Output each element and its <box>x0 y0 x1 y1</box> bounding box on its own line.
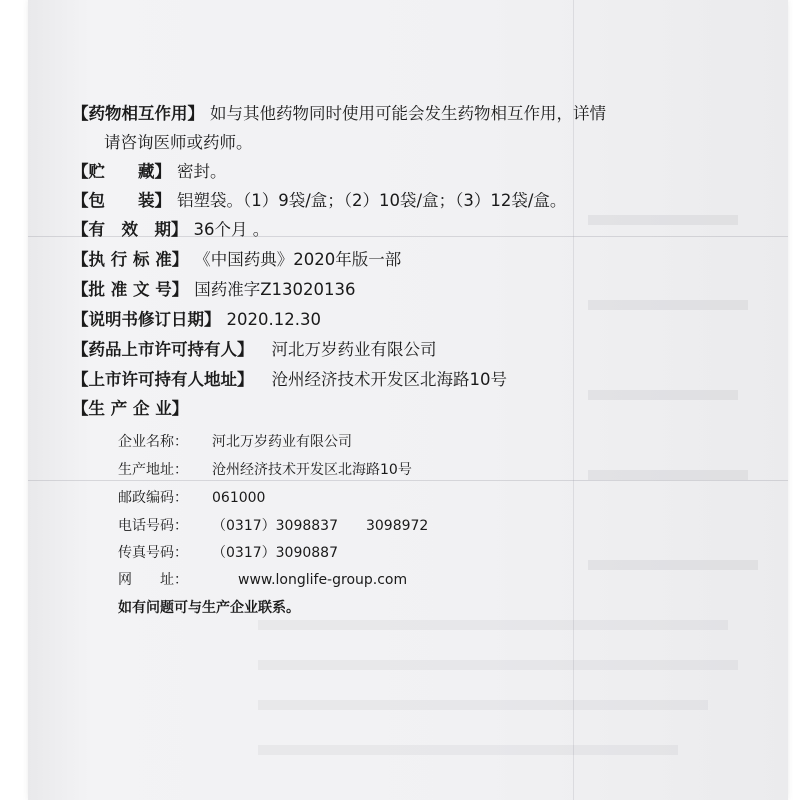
info-key: 网 址： <box>118 572 188 588</box>
info-value: 沧州经济技术开发区北海路10号 <box>212 462 412 478</box>
info-value: （0317）3090887 <box>212 545 338 561</box>
section-label: 【上市许可持有人地址】 <box>72 370 254 389</box>
section-label: 【有 效 期】 <box>72 220 188 239</box>
section-revision-date <box>72 308 321 332</box>
section-value: 沧州经济技术开发区北海路10号 <box>271 370 507 389</box>
info-value: （0317）3098837 3098972 <box>212 518 429 534</box>
manufacturer-website-row <box>0 570 800 590</box>
manufacturer-postcode-row <box>0 488 800 508</box>
section-interactions-continuation: 请咨询医师或药师。 <box>104 133 253 152</box>
section-packaging <box>72 189 566 213</box>
info-value: 河北万岁药业有限公司 <box>212 434 352 450</box>
section-mah-address <box>72 368 507 392</box>
section-label: 【包 装】 <box>72 191 171 210</box>
section-value: 36个月 。 <box>193 220 270 239</box>
section-value: 铝塑袋。（1）9袋/盒；（2）10袋/盒；（3）12袋/盒。 <box>177 191 567 210</box>
section-label: 【执 行 标 准】 <box>72 250 189 269</box>
manufacturer-address-row <box>0 460 800 480</box>
section-storage <box>72 160 227 184</box>
manufacturer-fax-row <box>0 543 800 563</box>
section-standard <box>72 248 401 272</box>
section-label: 【生 产 企 业】 <box>72 399 189 418</box>
section-value: 如与其他药物同时使用可能会发生药物相互作用，详情 <box>210 104 606 123</box>
section-label: 【药品上市许可持有人】 <box>72 340 254 359</box>
fold-line <box>28 480 788 481</box>
info-key: 企业名称： <box>118 434 188 450</box>
section-label: 【贮 藏】 <box>72 162 171 181</box>
section-shelf-life <box>72 218 269 242</box>
section-value: 密封。 <box>177 162 227 181</box>
section-label: 【批 准 文 号】 <box>72 280 189 299</box>
section-value: 国药准字Z13020136 <box>194 280 356 299</box>
info-key: 生产地址： <box>118 462 188 478</box>
section-label: 【说明书修订日期】 <box>72 310 221 329</box>
section-approval-number <box>72 278 356 302</box>
section-mah <box>72 338 437 362</box>
info-key: 邮政编码： <box>118 490 188 506</box>
info-value: www.longlife-group.com <box>238 572 408 588</box>
section-manufacturer <box>72 397 188 421</box>
section-value: 河北万岁药业有限公司 <box>271 340 437 359</box>
manufacturer-phone-row <box>0 516 800 536</box>
section-interactions <box>72 102 606 126</box>
section-value: 《中国药典》2020年版一部 <box>194 250 402 269</box>
section-value: 2020.12.30 <box>226 310 321 329</box>
manufacturer-name-row <box>0 432 800 452</box>
section-label: 【药物相互作用】 <box>72 104 204 123</box>
contact-note: 如有问题可与生产企业联系。 <box>118 600 300 616</box>
info-key: 电话号码： <box>118 518 188 534</box>
info-key: 传真号码： <box>118 545 188 561</box>
info-value: 061000 <box>212 490 266 506</box>
